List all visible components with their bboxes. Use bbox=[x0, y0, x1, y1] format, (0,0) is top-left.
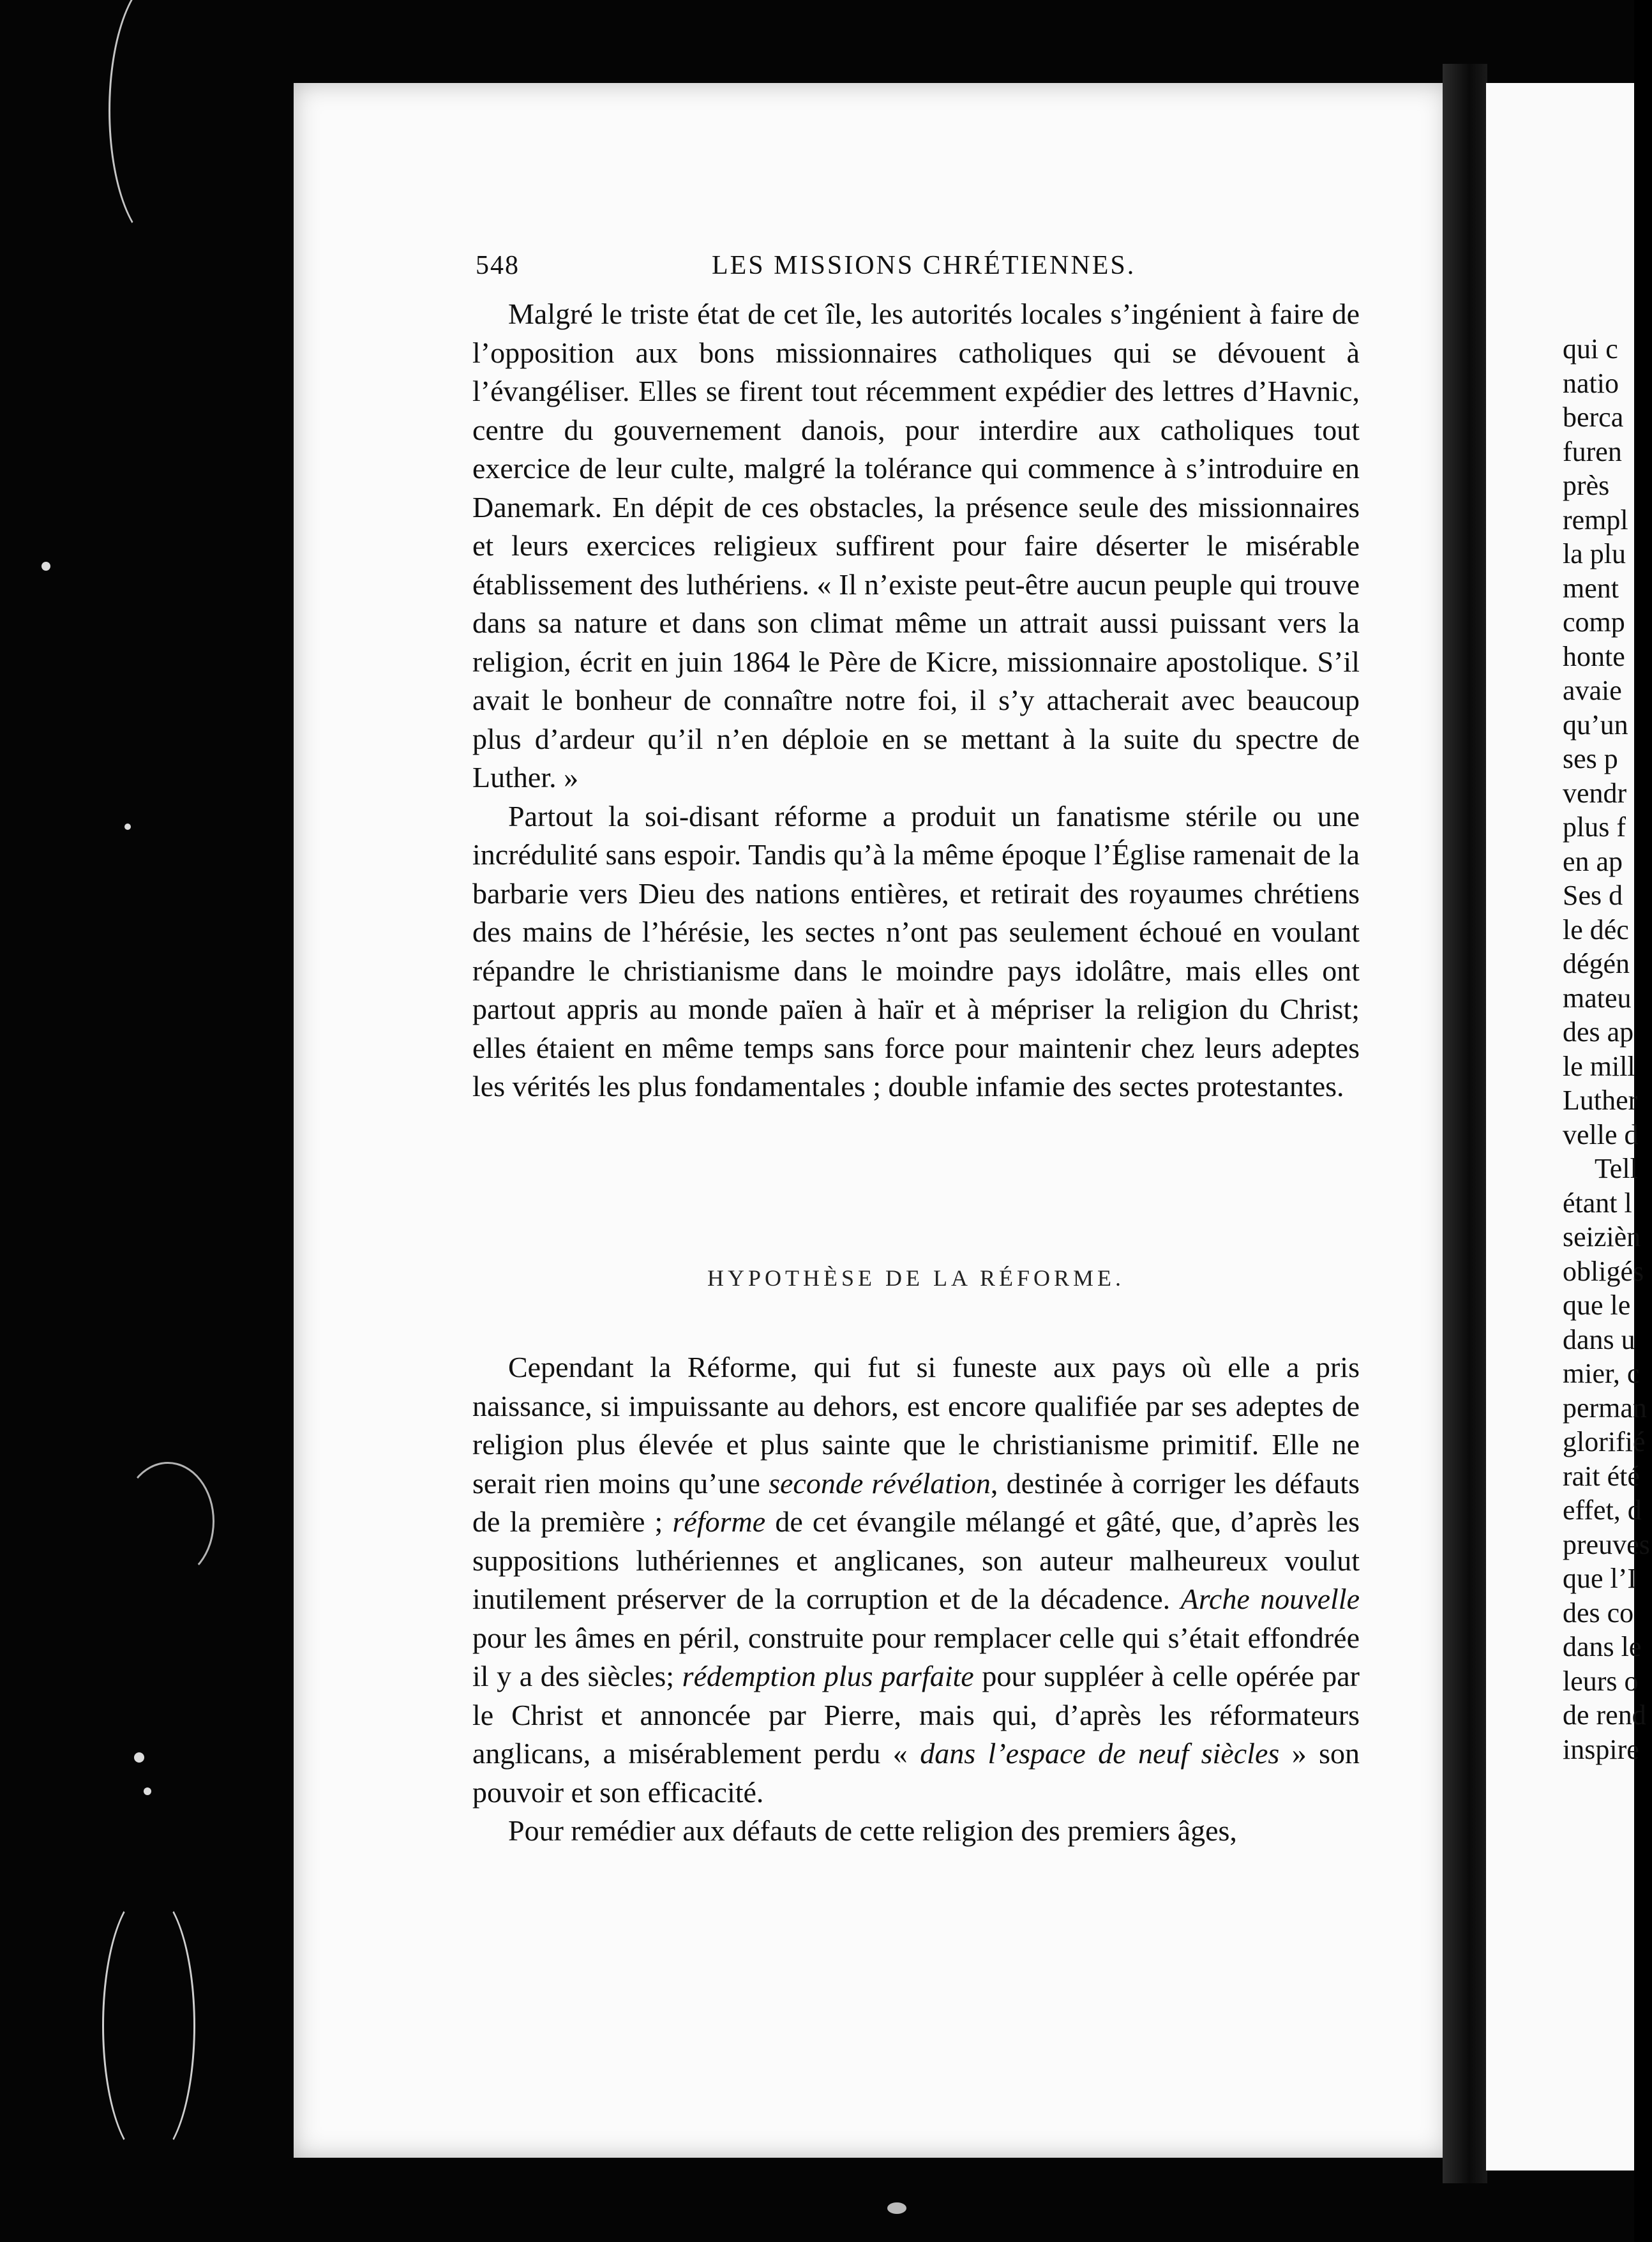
fragment-line: inspire bbox=[1563, 1733, 1639, 1765]
dust-speck bbox=[887, 2202, 906, 2214]
dust-speck bbox=[124, 824, 131, 830]
running-head bbox=[476, 250, 1293, 289]
fragment-line: avaie bbox=[1563, 675, 1622, 706]
fibre-decoration bbox=[109, 0, 214, 246]
fragment-line: la plu bbox=[1563, 538, 1626, 569]
fragment-line: étant l bbox=[1563, 1187, 1632, 1219]
fragment-line: rempl bbox=[1563, 504, 1628, 536]
paragraph: Pour remédier aux défauts de cette religion des premiers âges, bbox=[508, 1814, 1237, 1847]
fragment-line: berca bbox=[1563, 402, 1624, 433]
fragment-line: ses p bbox=[1563, 743, 1618, 774]
fragment-line: glorifié bbox=[1563, 1426, 1646, 1457]
page-number: 548 bbox=[476, 251, 520, 280]
fibre-decoration bbox=[121, 1462, 214, 1581]
fragment-line: ment bbox=[1563, 572, 1619, 604]
dust-speck bbox=[144, 1787, 151, 1795]
fragment-line: honte bbox=[1563, 640, 1625, 672]
fragment-line: dans le bbox=[1563, 1631, 1642, 1662]
section-heading: HYPOTHÈSE DE LA RÉFORME. bbox=[707, 1265, 1125, 1291]
fragment-line: que le bbox=[1563, 1290, 1631, 1321]
fragment-line: dans u bbox=[1563, 1323, 1635, 1355]
fragment-line: effet, d bbox=[1563, 1494, 1642, 1526]
book-gutter bbox=[1443, 64, 1487, 2183]
fragment-line: preuves bbox=[1563, 1528, 1650, 1560]
fragment-line: que l’I bbox=[1563, 1563, 1637, 1594]
fragment-line: qui c bbox=[1563, 333, 1618, 365]
fragment-line: de rend bbox=[1563, 1699, 1646, 1731]
fragment-line: dégén bbox=[1563, 948, 1630, 979]
italic-phrase: seconde révélation bbox=[769, 1466, 991, 1500]
fragment-line: perman bbox=[1563, 1392, 1647, 1424]
body-text-lower bbox=[472, 1348, 1360, 1851]
italic-phrase: Arche nouvelle bbox=[1180, 1583, 1360, 1615]
fragment-line: qu’un bbox=[1563, 709, 1628, 741]
fragment-line: comp bbox=[1563, 606, 1625, 638]
italic-phrase: rédemption plus parfaite bbox=[682, 1660, 974, 1692]
fragment-line: vendr bbox=[1563, 777, 1627, 809]
fragment-line: le mill bbox=[1563, 1050, 1635, 1082]
fragment-line: mier, c bbox=[1563, 1358, 1640, 1389]
italic-phrase: dans l’espace de neuf siècles bbox=[920, 1737, 1280, 1770]
fragment-line: Luther bbox=[1563, 1085, 1638, 1116]
fragment-line: natio bbox=[1563, 367, 1619, 399]
fragment-line: furen bbox=[1563, 435, 1622, 467]
fragment-line: leurs o bbox=[1563, 1665, 1639, 1697]
fragment-line: obligés bbox=[1563, 1255, 1644, 1287]
right-page-text-fragments bbox=[1563, 332, 1652, 1766]
fragment-line: des co bbox=[1563, 1597, 1634, 1629]
fragment-line: près bbox=[1563, 470, 1610, 501]
dust-speck bbox=[41, 562, 50, 571]
fragment-line: en ap bbox=[1563, 845, 1623, 877]
fragment-line: velle d bbox=[1563, 1118, 1639, 1150]
dust-speck bbox=[134, 1752, 144, 1763]
fragment-line: le déc bbox=[1563, 914, 1629, 945]
fragment-line: plus f bbox=[1563, 811, 1626, 843]
fragment-line: Ses d bbox=[1563, 880, 1623, 911]
fragment-line: Tell bbox=[1595, 1153, 1638, 1184]
fragment-line: rait été bbox=[1563, 1460, 1640, 1492]
running-head-title: LES MISSIONS CHRÉTIENNES. bbox=[712, 251, 1136, 280]
paragraph: Cependant la Réforme, qui fut si funeste aux pays où elle a pris naissance, si impuissante au dehors, est encore qualifiée par ses adeptes de religion plus élevée et plus sainte que le christianisme primitif. Elle ne serait rien moins qu’une seconde révélation, destinée à corriger les défauts de la première ; réforme de cet évangile mélangé et gâté, que, d’après les suppositions luthériennes et anglicanes, son auteur malheureux voulut inutilement préserver de la corruption et de la décadence. Arche nouvelle pour les âmes en péril, construite pour remplacer celle qui s’était effondrée il y a des siècles; rédemption plus parfaite pour suppléer à celle opérée par le Christ et annoncée par Pierre, mais qui, d’après les réformateurs anglicans, a misérablement perdu « dans l’espace de neuf siècles » son pouvoir et son efficacité. bbox=[472, 1351, 1360, 1809]
italic-phrase: réforme bbox=[672, 1505, 766, 1538]
paragraph: Malgré le triste état de cet île, les autorités locales s’ingénient à faire de l’opposition aux bons missionnaires catholiques qui se dévouent à l’évangéliser. Elles se firent tout récemment expédier des lettres d’Havnic, centre du gouvernement danois, pour interdire aux catholiques tout exercice de leur culte, malgré la tolérance qui commence à s’introduire en Danemark. En dépit de ces obstacles, la présence seule des missionnaires et leurs exercices religieux suffirent pour faire déserter le misérable établissement des luthériens. « Il n’existe peut-être aucun peuple qui trouve dans sa nature et dans son climat même un attrait aussi puissant vers la religion, écrit en juin 1864 le Père de Kicre, missionnaire apostolique. S’il avait le bonheur de connaître notre foi, il s’y attacherait avec beaucoup plus d’ardeur qu’il n’en déploie en se mettant à la suite du spectre de Luther. » bbox=[472, 297, 1360, 794]
fragment-line: mateu bbox=[1563, 982, 1632, 1014]
body-text-upper bbox=[472, 295, 1360, 1106]
fragment-line: des ap bbox=[1563, 1016, 1634, 1048]
fragment-line: seizièn bbox=[1563, 1221, 1641, 1253]
fibre-decoration bbox=[102, 1890, 195, 2162]
paragraph: Partout la soi-disant réforme a produit un fanatisme stérile ou une incrédulité sans espoir. Tandis qu’à la même époque l’Église ramenait de la barbarie vers Dieu des nations entières, et retirait des royaumes chrétiens des mains de l’hérésie, les sectes n’ont pas seulement échoué en voulant répandre le christianisme dans le moindre pays idolâtre, mais elles ont partout appris au monde païen à haïr et à mépriser la religion du Christ; elles étaient en même temps sans force pour maintenir chez leurs adeptes les vérités les plus fondamentales ; double infamie des sectes protestantes. bbox=[472, 799, 1360, 1102]
